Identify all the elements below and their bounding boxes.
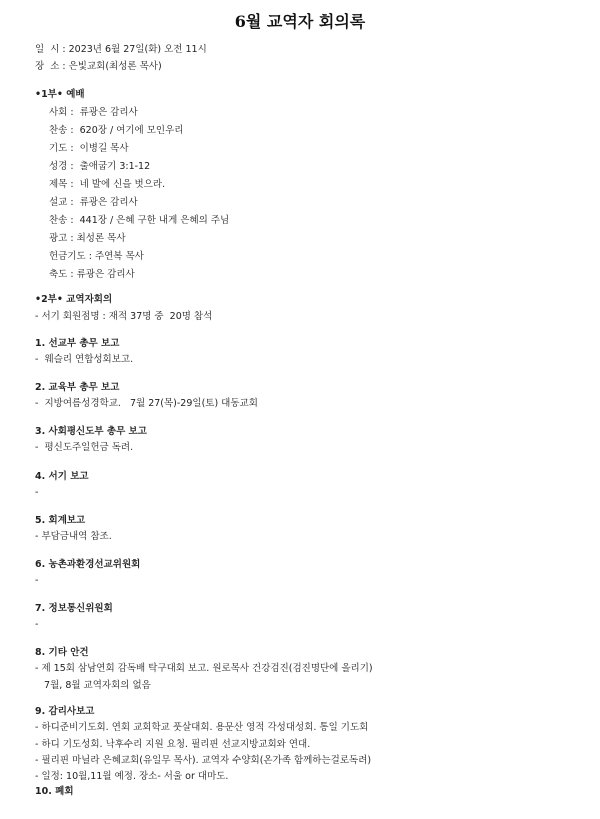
meta-date: 일 시 : 2023년 6월 27일(화) 오전 11시 — [35, 44, 207, 55]
meta-place: 장 소 : 은빛교회(최성론 목사) — [35, 61, 162, 72]
section-line: - — [35, 619, 39, 630]
section-line: - 하디준비기도회. 연회 교회학교 풋살대회. 용문산 영적 각성대성회. 통일 기도회 — [35, 722, 369, 733]
part1-item: 성경 : 출애굽기 3:1-12 — [49, 161, 151, 172]
section-heading: 7. 정보통신위원회 — [35, 603, 113, 614]
section-heading: 3. 사회평신도부 총무 보고 — [35, 426, 147, 437]
section-heading: 1. 선교부 총무 보고 — [35, 338, 120, 349]
section-heading: 2. 교육부 총무 보고 — [35, 382, 120, 393]
section-line: 7월, 8월 교역자회의 없음 — [35, 680, 151, 691]
part1-item: 광고 : 최성론 목사 — [49, 233, 126, 244]
section-line: - 하디 기도성회. 낙후수리 지원 요청. 필리핀 선교지방교회와 연대. — [35, 739, 311, 750]
part1-item: 사회 : 류광은 감리사 — [49, 107, 138, 118]
part2-heading: •2부• 교역자회의 — [35, 294, 113, 305]
part1-item: 제목 : 네 발에 신을 벗으라. — [49, 179, 166, 190]
section-heading: 10. 폐회 — [35, 786, 74, 797]
part1-item: 찬송 : 620장 / 여기에 모인우리 — [49, 125, 184, 136]
section-line: - 지방여름성경학교. 7월 27(목)-29일(토) 대동교회 — [35, 398, 258, 409]
section-heading: 8. 기타 안건 — [35, 647, 89, 658]
section-heading: 5. 회계보고 — [35, 515, 86, 526]
section-line: - — [35, 487, 39, 498]
part1-item: 축도 : 류광은 감리사 — [49, 269, 135, 280]
section-heading: 4. 서기 보고 — [35, 471, 89, 482]
section-line: - 부담금내역 참조. — [35, 531, 112, 542]
section-heading: 9. 감리사보고 — [35, 706, 95, 717]
section-line: - 웨슬리 연합성회보고. — [35, 354, 134, 365]
section-line: - 일정: 10월,11월 예정. 장소- 서울 or 대마도. — [35, 771, 229, 782]
section-line: - — [35, 575, 39, 586]
part1-item: 설교 : 류광은 감리사 — [49, 197, 138, 208]
part1-item: 헌금기도 : 주연복 목사 — [49, 251, 144, 262]
part2-rollcall: - 서기 회원점명 : 재적 37명 중 20명 참석 — [35, 311, 213, 322]
section-line: - 평신도주일헌금 독려. — [35, 442, 134, 453]
part1-heading: •1부• 예배 — [35, 89, 85, 100]
part1-item: 기도 : 이병길 목사 — [49, 143, 129, 154]
section-line: - 필리핀 마닐라 은혜교회(유일무 목사). 교역자 수양회(온가족 함께하는걸로독려) — [35, 755, 372, 766]
document-title: 6월 교역자 회의록 — [234, 12, 366, 31]
section-heading: 6. 농촌과환경선교위원회 — [35, 559, 141, 570]
section-line: - 제 15회 삼남연회 감독배 탁구대회 보고. 원로목사 건강검진(검진명단에 올리기) — [35, 663, 373, 674]
part1-item: 찬송 : 441장 / 은혜 구한 내게 은혜의 주님 — [49, 215, 230, 226]
